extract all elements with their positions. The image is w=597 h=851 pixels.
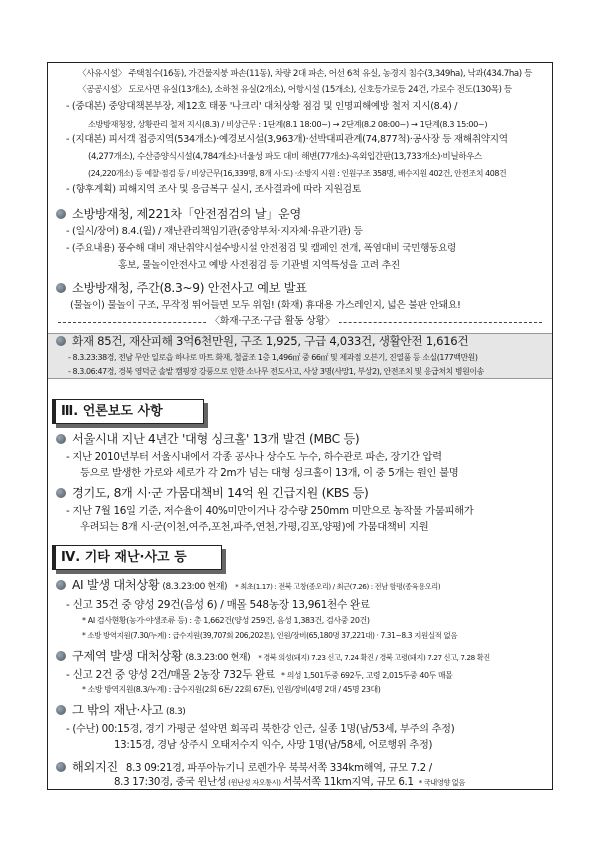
drought-line2: 우려되는 8개 시·군(이천,여주,포천,파주,연천,가평,김포,양평)에 가뭄대책비 지원	[80, 521, 429, 533]
quake-line2: 8.3 17:30경, 중국 윈난성 (윈난성 자오통시) 서북서쪽 11km지역, 규모 6.1 * 국내영향 없음	[114, 777, 465, 788]
other-incidents-line2: 13:15경, 경남 상주시 오태저수지 익수, 사망 1명(남/58세, 어로행위 추정)	[114, 740, 433, 751]
activity-title: 〈화재·구조·구급 활동 상황〉	[206, 315, 339, 329]
bullet-icon	[56, 705, 66, 715]
section-other-title: Ⅳ. 기타 재난·사고 등	[52, 545, 222, 570]
central-hq-line1: - (중대본) 중앙대책본부장, 제12호 태풍 '나크리' 대처상황 점검 및 인명피해예방 철저 지시(8.4) /	[66, 101, 458, 112]
local-hq-line1: - (지대본) 피서객 접증지역(534개소)·예경보시설(3,963개)·선박대피관계(74,877척)·공사장 등 재해취약지역	[66, 134, 508, 145]
activity-summary: 화재 85건, 재산피해 3억6천만원, 구조 1,925, 구급 4,033건, 생활안전 1,616건	[56, 334, 468, 348]
fmd-heading: 구제역 발생 대처상황 (8.3.23:00 현재) * 경북 의성(돼지) 7.23 신고, 7.24 확진 / 경북 고령(돼지) 7.27 신고, 7.28 확진	[56, 649, 490, 665]
bullet-icon	[56, 488, 66, 498]
activity-case1: - 8.3.23:38경, 전남 무안 일로읍 하나로 마트 화재, 철골조 1층 1,496㎡ 중 66㎡ 및 제과점 오븐기, 진열품 등 소실(177백만원)	[68, 353, 478, 362]
ai-line1: - 신고 35건 중 양성 29건(음성 6) / 매몰 548농장 13,961천수 완료	[66, 599, 370, 611]
bullet-icon	[56, 434, 66, 444]
ai-line3: * 소방 방역지원(7.30/누계) : 급수지원(39,707회 206,202톤), 인원/장비(65,180명 37,221대) · 7.31~8.3 지원실적 없음	[82, 631, 458, 640]
bullet-icon	[56, 580, 66, 590]
drought-line1: - 지난 7월 16일 기준, 저수율이 40%미만이거나 강수량 250mm 미만으로 농작물 가뭄피해가	[66, 505, 474, 517]
central-hq-line2: 소방방재청장, 상황관리 철저 지시(8.3) / 비상근무 : 1단계(8.1 18:00~) → 2단계(8.2 08:00~) → 1단계(8.3 15:00~)	[88, 119, 488, 129]
ai-line2: * AI 검사현황(농가·야생조류 등) : 총 1,662건(양성 259건, 음성 1,383건, 검사중 20건)	[82, 616, 370, 625]
safety-day-content2: 홍보, 물놀이안전사고 예방 사전점검 등 기관별 지역특성을 고려 추진	[118, 260, 400, 271]
local-hq-line2: (4,277개소), 수산증양식시설(4,784개소)·너울성 파도 대비 해변(77개소)·옥외입간판(13,733개소)·비닐하우스	[88, 152, 482, 162]
public-facility-damage: 〈공공시설〉 도로사면 유실(13개소), 소하천 유실(2개소), 어항시설 (15개소), 신호등가로등 24건, 가로수 전도(130목) 등	[78, 85, 512, 95]
bullet-icon	[56, 762, 66, 772]
quake-heading: 해외지진 8.3 09:21경, 파푸아뉴기니 로렌가우 북북서쪽 334km해역, 규모 7.2 /	[56, 760, 432, 776]
sinkhole-line2: 등으로 발생한 가로와 세로가 각 2m가 넘는 대형 싱크홀이 13개, 이 중 5개는 원인 불명	[80, 467, 459, 479]
safety-day-content1: - (주요내용) 풍수해 대비 재난취약시설수방시설 안전점검 및 캠페인 전개, 폭염대비 국민행동요령	[66, 243, 457, 254]
safety-day-heading: 소방방재청, 제221차「안전점검의 날」운영	[56, 207, 301, 221]
fmd-line1: - 신고 2건 중 양성 2건/매몰 2농장 732두 완료 * 의성 1,501두중 692두, 고령 2,015두중 40두 매몰	[66, 669, 453, 681]
document-frame	[47, 62, 553, 790]
quake-line1: 8.3 09:21경, 파푸아뉴기니 로렌가우 북북서쪽 334km해역, 규모 7.2 /	[125, 763, 432, 774]
activity-case2: - 8.3.06:47경, 경북 영덕군 솔밭 캠핑장 강풍으로 인한 소나무 전도사고, 사상 3명(사망1, 부상2), 안전조치 및 응급처치 병원이송	[68, 367, 484, 376]
weekly-forecast-heading: 소방방재청, 주간(8.3~9) 안전사고 예보 발표	[56, 281, 307, 295]
drought-heading: 경기도, 8개 시·군 가뭄대책비 14억 원 긴급지원 (KBS 등)	[56, 486, 369, 500]
safety-day-when: - (일시/장여) 8.4.(월) / 재난관리책임기관(중앙부처·지자체·유관기관) 등	[66, 226, 363, 237]
bullet-icon	[56, 209, 66, 219]
bullet-icon	[56, 283, 66, 293]
private-facility-damage: 〈사유시설〉 주택침수(16동), 가건물지붕 파손(11동), 차량 2대 파손, 어선 6척 유실, 농경지 침수(3,349ha), 낙과(434.7ha) 등	[78, 69, 532, 79]
ai-heading: AI 발생 대처상황 (8.3.23:00 현재) * 최초(1.17) : 전북 고창(종오리) / 최근(7.26) : 전남 함평(종육용오리)	[56, 578, 440, 594]
bullet-icon	[56, 651, 66, 661]
sinkhole-line1: - 지난 2010년부터 서울시내에서 각종 공사나 상수도 누수, 하수관로 파손, 장기간 압력	[66, 451, 442, 463]
section-media-title: Ⅲ. 언론보도 사항	[52, 399, 204, 424]
other-incidents-heading: 그 밖의 재난·사고 (8.3)	[56, 703, 185, 719]
local-hq-line3: (24,220개소) 등 예찰·점검 등 / 비상근무(16,339명, 8개 시·도) ·소방지 시원 : 인원구조 358명, 배수지원 402건, 안전조치 408건	[88, 169, 507, 178]
bullet-icon	[56, 336, 66, 346]
fmd-note: * 경북 의성(돼지) 7.23 신고, 7.24 확진 / 경북 고령(돼지) 7.27 신고, 7.28 확진	[258, 653, 490, 662]
sinkhole-heading: 서울시내 지난 4년간 '대형 싱크홀' 13개 발견 (MBC 등)	[56, 432, 359, 446]
ai-note: * 최초(1.17) : 전북 고창(종오리) / 최근(7.26) : 전남 함평(종육용오리)	[235, 582, 441, 591]
weekly-forecast-detail: (물놀이) 물놀이 구조, 무작정 뛰어들면 모두 위험! (화재) 휴대용 가스레인지, 넓은 불판 안돼요!	[70, 300, 461, 311]
activity-divider	[48, 315, 552, 330]
future-plan: - (향후계획) 피해지역 조사 및 응급복구 실시, 조사결과에 따라 지원검토	[66, 184, 362, 195]
fmd-line2: * 소방 방역지원(8.3/누계) : 급수지원(2회 6톤/ 22회 67톤), 인원/장비(4명 2대 / 45명 23대)	[82, 685, 381, 694]
other-incidents-line1: - (수난) 00:15경, 경기 가평군 설악면 회곡리 북한강 인근, 실종 1명(남/53세, 부주의 추정)	[66, 724, 455, 735]
